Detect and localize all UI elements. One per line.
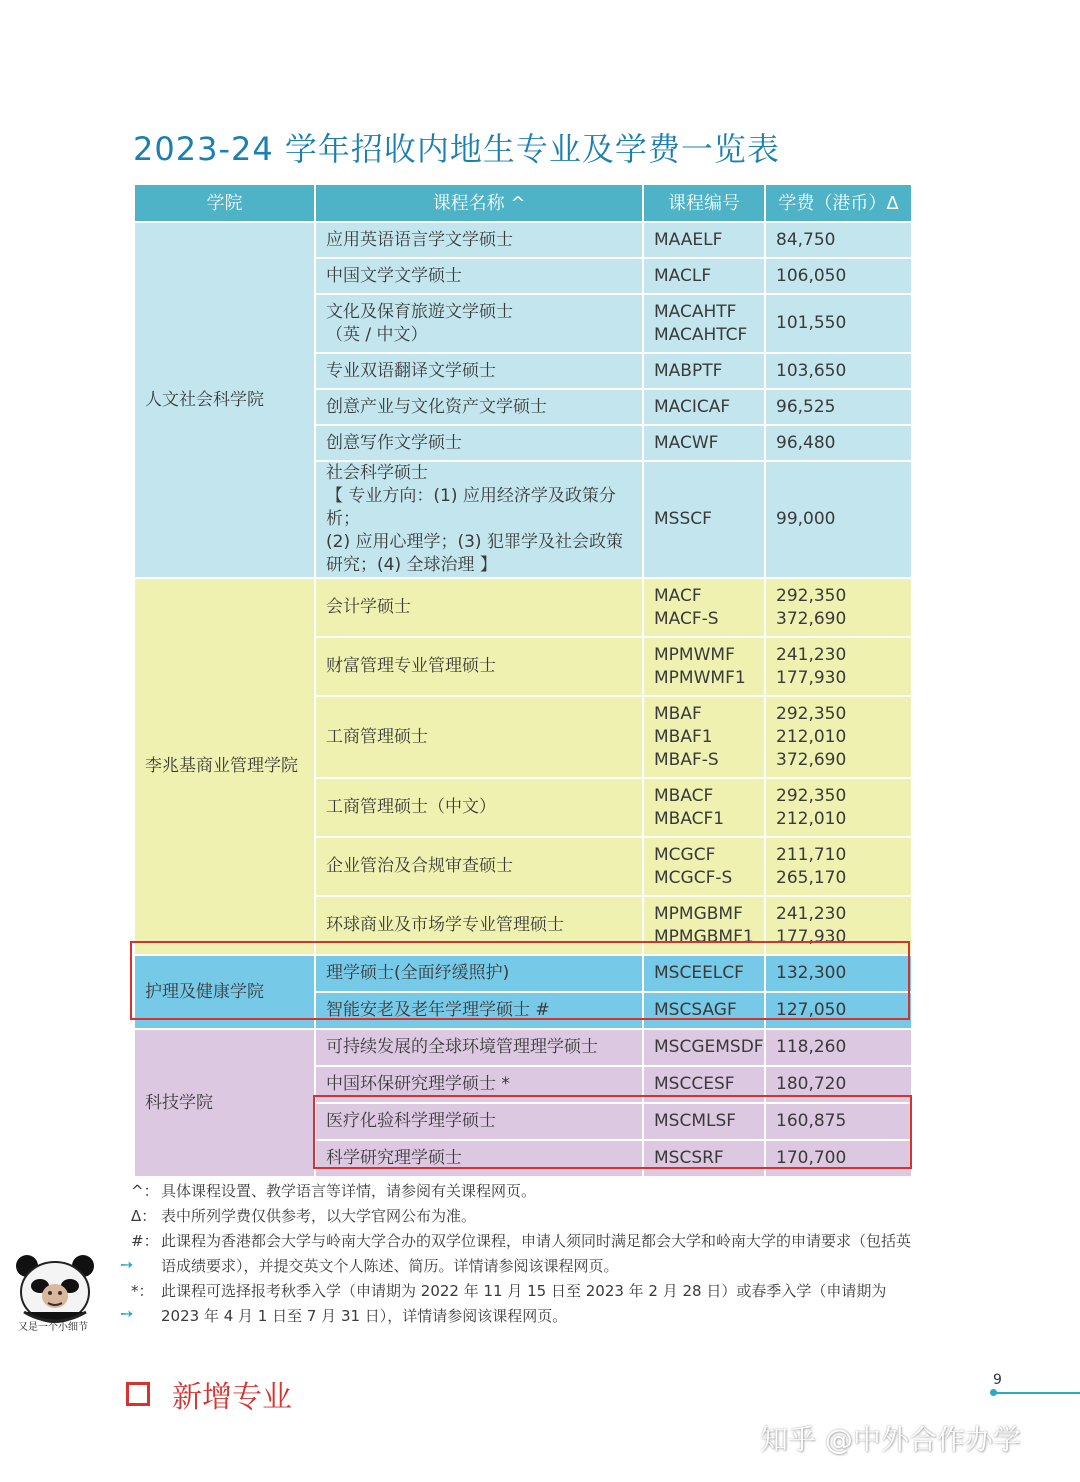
page-number-dot: [990, 1389, 997, 1396]
footnote: [131, 1204, 911, 1229]
course-name: 工商管理硕士: [315, 696, 643, 778]
course-fee: 127,050: [765, 992, 912, 1029]
footnote: [131, 1229, 911, 1279]
course-code: MPMGBMF MPMGBMF1: [643, 896, 765, 955]
course-code: MACAHTF MACAHTCF: [643, 294, 765, 353]
page-number-line: [993, 1392, 1080, 1394]
table-row: [134, 1029, 912, 1066]
course-name: 企业管治及合规审查硕士: [315, 837, 643, 896]
course-code: MPMWMF MPMWMF1: [643, 637, 765, 696]
page-number: 9: [993, 1372, 1002, 1388]
new-major-label: 新增专业: [172, 1380, 292, 1415]
course-name: 创意产业与文化资产文学硕士: [315, 389, 643, 425]
course-fee: 99,000: [765, 461, 912, 578]
course-name: 文化及保育旅遊文学硕士 （英 / 中文）: [315, 294, 643, 353]
course-name: 创意写作文学硕士: [315, 425, 643, 461]
course-fee: 96,480: [765, 425, 912, 461]
arrow-icon: ➙: [120, 1255, 134, 1274]
course-fee: 292,350 212,010: [765, 778, 912, 837]
course-name: 社会科学硕士 【 专业方向：(1) 应用经济学及政策分析； (2) 应用心理学；(3) 犯罪学及社会政策 研究；(4) 全球治理 】: [315, 461, 643, 578]
footnote-mark: #：: [131, 1232, 159, 1250]
footnote-text: 此课程可选择报考秋季入学（申请期为 2022 年 11 月 15 日至 2023 年 2 月 28 日）或春季入学（申请期为 2023 年 4 月 1 日至 7 月 31 日），详情请参阅该课程网页。: [161, 1282, 887, 1325]
footnote: [131, 1279, 911, 1329]
course-name: 专业双语翻译文学硕士: [315, 353, 643, 389]
watermark: 知乎 @中外合作办学: [760, 1423, 1021, 1456]
page-title: 2023-24 学年招收内地生专业及学费一览表: [133, 130, 780, 168]
header-course: 课程名称 ^: [315, 184, 643, 222]
course-fee: 118,260: [765, 1029, 912, 1066]
faculty-science: 科技学院: [134, 1029, 315, 1177]
course-code: MSCSAGF: [643, 992, 765, 1029]
course-name: 医疗化验科学理学硕士: [315, 1103, 643, 1140]
course-fee: 241,230 177,930: [765, 637, 912, 696]
course-fee: 292,350 212,010 372,690: [765, 696, 912, 778]
course-name: 应用英语语言学文学硕士: [315, 222, 643, 258]
course-fee: 211,710 265,170: [765, 837, 912, 896]
course-code: MSCEELCF: [643, 955, 765, 992]
course-code: MAAELF: [643, 222, 765, 258]
course-name: 理学硕士(全面纾缓照护): [315, 955, 643, 992]
highlight-box-science: [313, 1095, 912, 1169]
course-code: MACWF: [643, 425, 765, 461]
course-code: MBACF MBACF1: [643, 778, 765, 837]
course-code: MSSCF: [643, 461, 765, 578]
course-code: MABPTF: [643, 353, 765, 389]
table-row: [134, 222, 912, 258]
new-major-heading: [126, 1372, 292, 1416]
course-fee: 160,875: [765, 1103, 912, 1140]
footnote-text: 具体课程设置、教学语言等详情，请参阅有关课程网页。: [161, 1182, 537, 1200]
course-fee: 132,300: [765, 955, 912, 992]
course-code: MACICAF: [643, 389, 765, 425]
arrow-icon: ➙: [120, 1304, 134, 1323]
table-row: [134, 578, 912, 637]
course-fee: 96,525: [765, 389, 912, 425]
footnote: [131, 1179, 911, 1204]
course-fee: 180,720: [765, 1066, 912, 1103]
course-code: MSCGEMSDF: [643, 1029, 765, 1066]
footnote-mark: Δ：: [131, 1207, 157, 1225]
course-name: 中国环保研究理学硕士 *: [315, 1066, 643, 1103]
footnotes: [131, 1179, 911, 1329]
course-code: MACF MACF-S: [643, 578, 765, 637]
course-name: 可持续发展的全球环境管理理学硕士: [315, 1029, 643, 1066]
course-code: MSCSRF: [643, 1140, 765, 1177]
course-code: MACLF: [643, 258, 765, 294]
course-code: MCGCF MCGCF-S: [643, 837, 765, 896]
faculty-humanities: 人文社会科学院: [134, 222, 315, 578]
course-name: 环球商业及市场学专业管理硕士: [315, 896, 643, 955]
header-faculty: 学院: [134, 184, 315, 222]
fee-table: [133, 183, 913, 1178]
course-fee: 101,550: [765, 294, 912, 353]
course-fee: 106,050: [765, 258, 912, 294]
course-fee: 103,650: [765, 353, 912, 389]
header-fee: 学费（港币）Δ: [765, 184, 912, 222]
footnote-text: 此课程为香港都会大学与岭南大学合办的双学位课程，申请人须同时满足都会大学和岭南大学的申请要求（包括英语成绩要求），并提交英文个人陈述、简历。详情请参阅该课程网页。: [161, 1232, 912, 1275]
highlight-box-nursing: [130, 941, 910, 1020]
footnote-mark: *：: [131, 1282, 154, 1300]
footnote-text: 表中所列学费仅供参考，以大学官网公布为准。: [161, 1207, 477, 1225]
footnote-mark: ^：: [131, 1182, 159, 1200]
course-name: 中国文学文学硕士: [315, 258, 643, 294]
course-name: 科学研究理学硕士: [315, 1140, 643, 1177]
checkbox-square-icon: [126, 1382, 150, 1406]
course-name: 工商管理硕士（中文）: [315, 778, 643, 837]
faculty-nursing: 护理及健康学院: [134, 955, 315, 1029]
table-header-row: [134, 184, 912, 222]
course-fee: 292,350 372,690: [765, 578, 912, 637]
course-fee: 170,700: [765, 1140, 912, 1177]
meme-caption: 又是一个小细节: [18, 1322, 88, 1333]
course-code: MSCCESF: [643, 1066, 765, 1103]
course-name: 会计学硕士: [315, 578, 643, 637]
course-code: MSCMLSF: [643, 1103, 765, 1140]
course-name: 财富管理专业管理硕士: [315, 637, 643, 696]
course-code: MBAF MBAF1 MBAF-S: [643, 696, 765, 778]
faculty-business: 李兆基商业管理学院: [134, 578, 315, 955]
header-code: 课程编号: [643, 184, 765, 222]
course-fee: 84,750: [765, 222, 912, 258]
course-name: 智能安老及老年学理学硕士 #: [315, 992, 643, 1029]
course-fee: 241,230 177,930: [765, 896, 912, 955]
